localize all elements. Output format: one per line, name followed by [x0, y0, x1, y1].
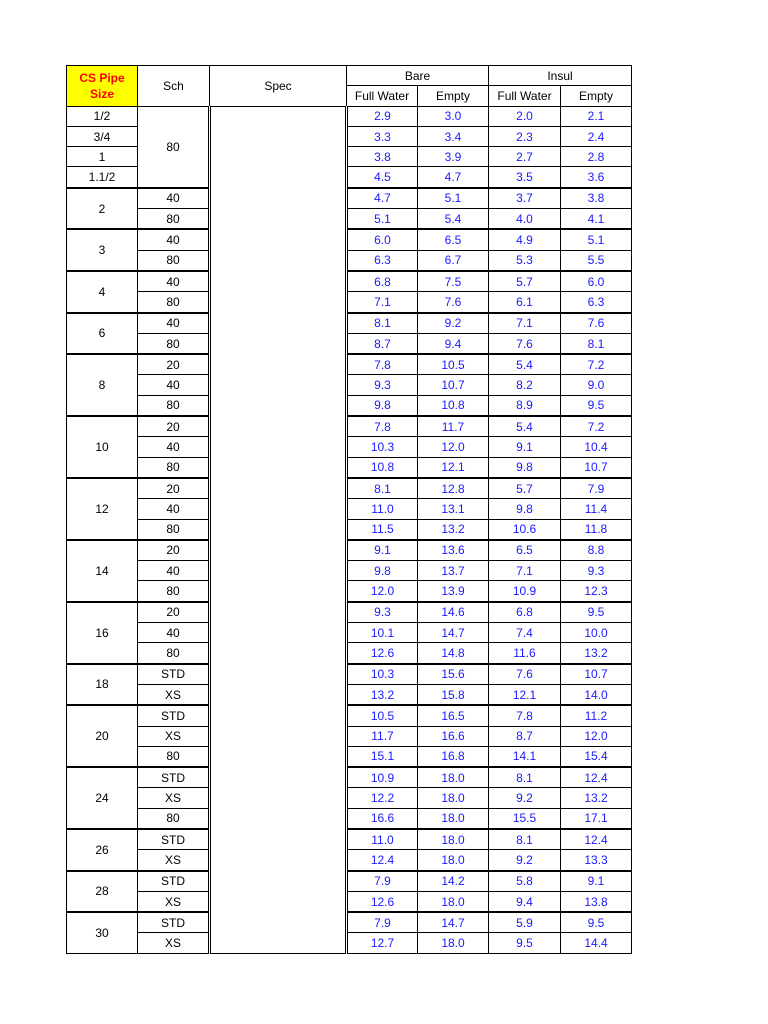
schedule-cell: 80 — [138, 395, 210, 416]
insul-empty-value: 12.0 — [561, 726, 632, 746]
bare-empty-value: 18.0 — [418, 829, 489, 850]
insul-empty-value: 11.2 — [561, 705, 632, 726]
header-insul: Insul — [489, 66, 632, 86]
table-row — [67, 478, 632, 499]
table-row — [67, 375, 632, 395]
bare-full-water-value: 7.9 — [347, 871, 418, 892]
pipe-size-cell: 28 — [67, 871, 138, 913]
insul-full-water-value: 9.5 — [489, 933, 561, 953]
insul-full-water-value: 8.9 — [489, 395, 561, 416]
insul-full-water-value: 4.0 — [489, 209, 561, 230]
insul-full-water-value: 6.1 — [489, 292, 561, 313]
insul-full-water-value: 8.2 — [489, 375, 561, 395]
bare-full-water-value: 12.2 — [347, 788, 418, 808]
table-row — [67, 850, 632, 871]
schedule-cell: 80 — [138, 106, 210, 188]
table-row — [67, 292, 632, 313]
table-row — [67, 829, 632, 850]
bare-empty-value: 6.5 — [418, 229, 489, 250]
schedule-cell: 80 — [138, 581, 210, 602]
bare-full-water-value: 9.8 — [347, 395, 418, 416]
schedule-cell: 20 — [138, 602, 210, 623]
table-row — [67, 933, 632, 953]
bare-full-water-value: 10.3 — [347, 664, 418, 685]
bare-full-water-value: 7.9 — [347, 912, 418, 933]
bare-full-water-value: 12.7 — [347, 933, 418, 953]
bare-empty-value: 7.5 — [418, 271, 489, 292]
insul-empty-value: 5.5 — [561, 250, 632, 271]
spec-cell — [210, 106, 347, 953]
bare-full-water-value: 10.3 — [347, 437, 418, 457]
bare-full-water-value: 11.7 — [347, 726, 418, 746]
insul-full-water-value: 5.4 — [489, 416, 561, 437]
insul-full-water-value: 3.7 — [489, 188, 561, 209]
bare-empty-value: 14.2 — [418, 871, 489, 892]
insul-full-water-value: 10.9 — [489, 581, 561, 602]
bare-full-water-value: 15.1 — [347, 746, 418, 767]
header-cs-pipe-size: CS Pipe Size — [67, 66, 138, 107]
insul-full-water-value: 2.7 — [489, 147, 561, 167]
schedule-cell: STD — [138, 767, 210, 788]
header-bare-full-water: Full Water — [347, 86, 418, 106]
bare-empty-value: 9.2 — [418, 313, 489, 334]
bare-full-water-value: 11.0 — [347, 499, 418, 519]
schedule-cell: STD — [138, 912, 210, 933]
schedule-cell: 20 — [138, 354, 210, 375]
bare-empty-value: 18.0 — [418, 850, 489, 871]
schedule-cell: 80 — [138, 333, 210, 354]
insul-empty-value: 8.8 — [561, 540, 632, 561]
bare-full-water-value: 4.7 — [347, 188, 418, 209]
bare-empty-value: 13.7 — [418, 561, 489, 581]
bare-empty-value: 7.6 — [418, 292, 489, 313]
table-row — [67, 684, 632, 705]
insul-full-water-value: 5.4 — [489, 354, 561, 375]
insul-full-water-value: 7.4 — [489, 623, 561, 643]
insul-full-water-value: 8.1 — [489, 829, 561, 850]
schedule-cell: 40 — [138, 623, 210, 643]
header-bare: Bare — [347, 66, 489, 86]
schedule-cell: 80 — [138, 292, 210, 313]
schedule-cell: STD — [138, 829, 210, 850]
pipe-size-cell: 1 — [67, 147, 138, 167]
table-row — [67, 188, 632, 209]
insul-full-water-value: 4.9 — [489, 229, 561, 250]
insul-empty-value: 4.1 — [561, 209, 632, 230]
insul-full-water-value: 9.4 — [489, 891, 561, 912]
insul-empty-value: 6.0 — [561, 271, 632, 292]
table-row — [67, 726, 632, 746]
insul-full-water-value: 2.3 — [489, 126, 561, 146]
bare-empty-value: 14.7 — [418, 912, 489, 933]
bare-empty-value: 18.0 — [418, 891, 489, 912]
insul-empty-value: 12.3 — [561, 581, 632, 602]
insul-empty-value: 2.1 — [561, 106, 632, 126]
schedule-cell: 80 — [138, 643, 210, 664]
bare-full-water-value: 3.8 — [347, 147, 418, 167]
schedule-cell: 20 — [138, 478, 210, 499]
bare-empty-value: 12.1 — [418, 457, 489, 478]
insul-full-water-value: 8.1 — [489, 767, 561, 788]
bare-full-water-value: 13.2 — [347, 684, 418, 705]
schedule-cell: 40 — [138, 499, 210, 519]
bare-full-water-value: 6.3 — [347, 250, 418, 271]
insul-empty-value: 13.8 — [561, 891, 632, 912]
schedule-cell: 80 — [138, 250, 210, 271]
schedule-cell: STD — [138, 705, 210, 726]
schedule-cell: 40 — [138, 561, 210, 581]
bare-full-water-value: 12.4 — [347, 850, 418, 871]
bare-empty-value: 15.8 — [418, 684, 489, 705]
header-insul-empty: Empty — [561, 86, 632, 106]
schedule-cell: 80 — [138, 209, 210, 230]
insul-empty-value: 11.8 — [561, 519, 632, 540]
pipe-size-cell: 30 — [67, 912, 138, 953]
bare-empty-value: 11.7 — [418, 416, 489, 437]
bare-full-water-value: 10.8 — [347, 457, 418, 478]
table-row — [67, 581, 632, 602]
bare-full-water-value: 12.6 — [347, 891, 418, 912]
insul-full-water-value: 7.6 — [489, 333, 561, 354]
table-row — [67, 209, 632, 230]
insul-full-water-value: 5.7 — [489, 478, 561, 499]
bare-full-water-value: 7.8 — [347, 416, 418, 437]
schedule-cell: 40 — [138, 188, 210, 209]
insul-empty-value: 13.3 — [561, 850, 632, 871]
pipe-size-cell: 26 — [67, 829, 138, 871]
schedule-cell: STD — [138, 664, 210, 685]
insul-empty-value: 7.6 — [561, 313, 632, 334]
table-row — [67, 106, 632, 126]
insul-full-water-value: 9.1 — [489, 437, 561, 457]
table-row — [67, 354, 632, 375]
insul-empty-value: 15.4 — [561, 746, 632, 767]
bare-full-water-value: 11.0 — [347, 829, 418, 850]
insul-empty-value: 9.1 — [561, 871, 632, 892]
insul-empty-value: 9.5 — [561, 602, 632, 623]
bare-full-water-value: 9.1 — [347, 540, 418, 561]
bare-empty-value: 14.7 — [418, 623, 489, 643]
schedule-cell: 80 — [138, 746, 210, 767]
insul-full-water-value: 9.2 — [489, 788, 561, 808]
schedule-cell: XS — [138, 891, 210, 912]
bare-empty-value: 13.1 — [418, 499, 489, 519]
pipe-size-cell: 4 — [67, 271, 138, 313]
schedule-cell: XS — [138, 788, 210, 808]
table-row — [67, 871, 632, 892]
insul-empty-value: 12.4 — [561, 767, 632, 788]
header-row-1 — [67, 66, 632, 86]
insul-empty-value: 14.4 — [561, 933, 632, 953]
bare-full-water-value: 16.6 — [347, 808, 418, 829]
table-row — [67, 395, 632, 416]
header-sch: Sch — [138, 66, 210, 107]
bare-full-water-value: 8.7 — [347, 333, 418, 354]
insul-empty-value: 10.7 — [561, 457, 632, 478]
schedule-cell: 40 — [138, 375, 210, 395]
table-row — [67, 705, 632, 726]
insul-empty-value: 13.2 — [561, 643, 632, 664]
insul-empty-value: 9.3 — [561, 561, 632, 581]
bare-empty-value: 18.0 — [418, 933, 489, 953]
insul-full-water-value: 9.2 — [489, 850, 561, 871]
schedule-cell: 40 — [138, 229, 210, 250]
bare-empty-value: 3.4 — [418, 126, 489, 146]
bare-full-water-value: 9.3 — [347, 602, 418, 623]
table-row — [67, 746, 632, 767]
bare-empty-value: 10.7 — [418, 375, 489, 395]
bare-empty-value: 9.4 — [418, 333, 489, 354]
schedule-cell: STD — [138, 871, 210, 892]
table-row — [67, 788, 632, 808]
bare-full-water-value: 8.1 — [347, 478, 418, 499]
bare-full-water-value: 10.1 — [347, 623, 418, 643]
table-row — [67, 499, 632, 519]
pipe-size-cell: 3/4 — [67, 126, 138, 146]
table-row — [67, 623, 632, 643]
insul-full-water-value: 11.6 — [489, 643, 561, 664]
pipe-size-cell: 10 — [67, 416, 138, 478]
header-bare-empty: Empty — [418, 86, 489, 106]
insul-empty-value: 13.2 — [561, 788, 632, 808]
insul-full-water-value: 7.1 — [489, 313, 561, 334]
bare-full-water-value: 10.9 — [347, 767, 418, 788]
pipe-size-cell: 1/2 — [67, 106, 138, 126]
insul-empty-value: 7.2 — [561, 354, 632, 375]
bare-empty-value: 12.8 — [418, 478, 489, 499]
bare-full-water-value: 12.0 — [347, 581, 418, 602]
pipe-size-cell: 20 — [67, 705, 138, 767]
bare-empty-value: 10.8 — [418, 395, 489, 416]
insul-full-water-value: 7.1 — [489, 561, 561, 581]
schedule-cell: 80 — [138, 457, 210, 478]
header-spec: Spec — [210, 66, 347, 107]
table-row — [67, 333, 632, 354]
insul-full-water-value: 9.8 — [489, 457, 561, 478]
schedule-cell: 20 — [138, 540, 210, 561]
bare-empty-value: 5.4 — [418, 209, 489, 230]
bare-empty-value: 12.0 — [418, 437, 489, 457]
bare-empty-value: 13.2 — [418, 519, 489, 540]
insul-full-water-value: 5.3 — [489, 250, 561, 271]
table-row — [67, 643, 632, 664]
insul-full-water-value: 3.5 — [489, 167, 561, 188]
insul-empty-value: 7.9 — [561, 478, 632, 499]
insul-full-water-value: 7.8 — [489, 705, 561, 726]
pipe-size-cell: 14 — [67, 540, 138, 602]
insul-empty-value: 17.1 — [561, 808, 632, 829]
table-row — [67, 229, 632, 250]
schedule-cell: XS — [138, 850, 210, 871]
header-insul-full-water: Full Water — [489, 86, 561, 106]
bare-empty-value: 16.6 — [418, 726, 489, 746]
insul-full-water-value: 6.8 — [489, 602, 561, 623]
bare-full-water-value: 10.5 — [347, 705, 418, 726]
insul-empty-value: 9.5 — [561, 912, 632, 933]
bare-full-water-value: 9.3 — [347, 375, 418, 395]
insul-empty-value: 10.0 — [561, 623, 632, 643]
table-row — [67, 561, 632, 581]
insul-full-water-value: 14.1 — [489, 746, 561, 767]
insul-full-water-value: 5.7 — [489, 271, 561, 292]
insul-empty-value: 5.1 — [561, 229, 632, 250]
schedule-cell: XS — [138, 684, 210, 705]
table-row — [67, 602, 632, 623]
table-row — [67, 912, 632, 933]
bare-empty-value: 15.6 — [418, 664, 489, 685]
insul-empty-value: 2.8 — [561, 147, 632, 167]
pipe-size-cell: 12 — [67, 478, 138, 540]
insul-empty-value: 14.0 — [561, 684, 632, 705]
bare-empty-value: 10.5 — [418, 354, 489, 375]
pipe-size-cell: 18 — [67, 664, 138, 706]
bare-empty-value: 4.7 — [418, 167, 489, 188]
insul-empty-value: 10.7 — [561, 664, 632, 685]
bare-full-water-value: 12.6 — [347, 643, 418, 664]
bare-full-water-value: 9.8 — [347, 561, 418, 581]
table-row — [67, 437, 632, 457]
bare-empty-value: 13.9 — [418, 581, 489, 602]
bare-empty-value: 14.8 — [418, 643, 489, 664]
insul-empty-value: 9.0 — [561, 375, 632, 395]
table-row — [67, 271, 632, 292]
insul-full-water-value: 7.6 — [489, 664, 561, 685]
schedule-cell: 20 — [138, 416, 210, 437]
insul-full-water-value: 9.8 — [489, 499, 561, 519]
table-row — [67, 416, 632, 437]
schedule-cell: 40 — [138, 313, 210, 334]
schedule-cell: 80 — [138, 808, 210, 829]
bare-empty-value: 18.0 — [418, 788, 489, 808]
bare-empty-value: 3.9 — [418, 147, 489, 167]
insul-empty-value: 6.3 — [561, 292, 632, 313]
insul-full-water-value: 5.9 — [489, 912, 561, 933]
insul-empty-value: 9.5 — [561, 395, 632, 416]
bare-full-water-value: 7.8 — [347, 354, 418, 375]
insul-full-water-value: 10.6 — [489, 519, 561, 540]
schedule-cell: XS — [138, 933, 210, 953]
pipe-size-cell: 8 — [67, 354, 138, 416]
bare-empty-value: 13.6 — [418, 540, 489, 561]
table-row — [67, 808, 632, 829]
insul-full-water-value: 8.7 — [489, 726, 561, 746]
bare-full-water-value: 11.5 — [347, 519, 418, 540]
insul-full-water-value: 12.1 — [489, 684, 561, 705]
insul-empty-value: 3.8 — [561, 188, 632, 209]
insul-empty-value: 2.4 — [561, 126, 632, 146]
bare-empty-value: 14.6 — [418, 602, 489, 623]
bare-full-water-value: 6.8 — [347, 271, 418, 292]
insul-full-water-value: 15.5 — [489, 808, 561, 829]
bare-full-water-value: 3.3 — [347, 126, 418, 146]
pipe-size-cell: 6 — [67, 313, 138, 355]
bare-empty-value: 16.5 — [418, 705, 489, 726]
pipe-size-cell: 1.1/2 — [67, 167, 138, 188]
table-row — [67, 664, 632, 685]
bare-empty-value: 18.0 — [418, 808, 489, 829]
schedule-cell: XS — [138, 726, 210, 746]
schedule-cell: 40 — [138, 271, 210, 292]
table-row — [67, 891, 632, 912]
table-row — [67, 767, 632, 788]
bare-full-water-value: 6.0 — [347, 229, 418, 250]
table-row — [67, 540, 632, 561]
bare-full-water-value: 8.1 — [347, 313, 418, 334]
bare-empty-value: 16.8 — [418, 746, 489, 767]
table-row — [67, 313, 632, 334]
table-row — [67, 457, 632, 478]
insul-empty-value: 3.6 — [561, 167, 632, 188]
pipe-size-cell: 16 — [67, 602, 138, 664]
bare-empty-value: 18.0 — [418, 767, 489, 788]
insul-empty-value: 8.1 — [561, 333, 632, 354]
schedule-cell: 40 — [138, 437, 210, 457]
bare-empty-value: 5.1 — [418, 188, 489, 209]
insul-empty-value: 12.4 — [561, 829, 632, 850]
insul-empty-value: 7.2 — [561, 416, 632, 437]
insul-empty-value: 11.4 — [561, 499, 632, 519]
insul-empty-value: 10.4 — [561, 437, 632, 457]
schedule-cell: 80 — [138, 519, 210, 540]
bare-empty-value: 3.0 — [418, 106, 489, 126]
insul-full-water-value: 2.0 — [489, 106, 561, 126]
insul-full-water-value: 6.5 — [489, 540, 561, 561]
bare-empty-value: 6.7 — [418, 250, 489, 271]
pipe-weight-table — [66, 65, 632, 954]
pipe-size-cell: 24 — [67, 767, 138, 829]
table-row — [67, 519, 632, 540]
bare-full-water-value: 4.5 — [347, 167, 418, 188]
bare-full-water-value: 2.9 — [347, 106, 418, 126]
insul-full-water-value: 5.8 — [489, 871, 561, 892]
table-row — [67, 250, 632, 271]
bare-full-water-value: 5.1 — [347, 209, 418, 230]
pipe-size-cell: 3 — [67, 229, 138, 271]
bare-full-water-value: 7.1 — [347, 292, 418, 313]
pipe-size-cell: 2 — [67, 188, 138, 230]
